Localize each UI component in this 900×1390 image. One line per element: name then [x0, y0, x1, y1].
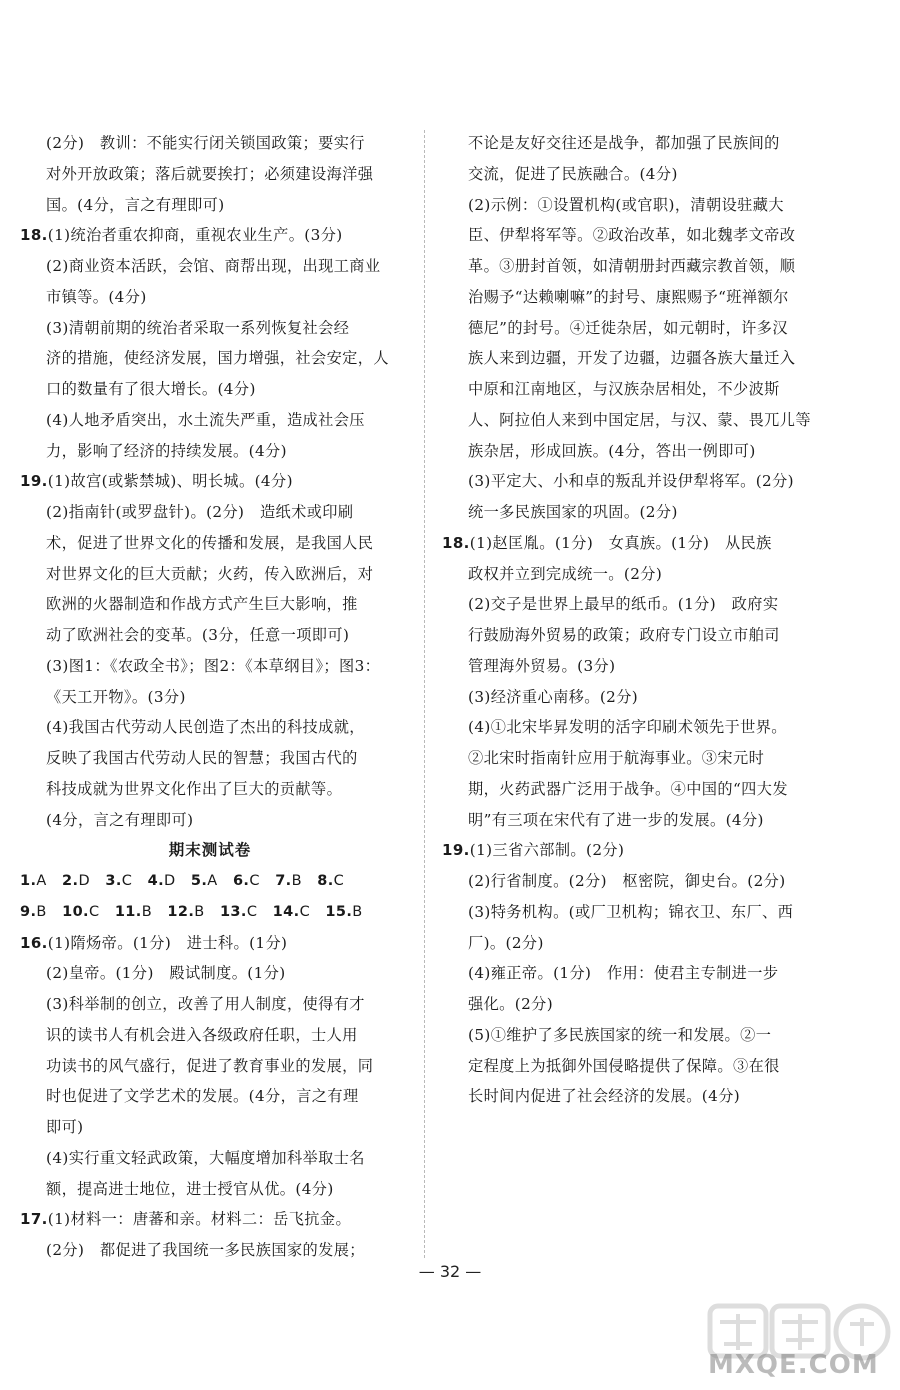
answer-line: 反映了我国古代劳动人民的智慧；我国古代的: [46, 749, 358, 767]
answer-letter: C: [333, 873, 345, 889]
question-number: 11.: [114, 903, 142, 920]
question-number: 14.: [272, 903, 300, 920]
answer-line: 行鼓励海外贸易的政策；政府专门设立市舶司: [468, 626, 780, 644]
answer-letter: C: [88, 903, 100, 920]
question-number: 4.: [147, 873, 164, 889]
answer-line: 统一多民族国家的巩固。(2分): [468, 503, 678, 521]
answer-line: [20, 928, 400, 959]
answer-line: 定程度上为抵御外国侵略提供了保障。③在很: [468, 1056, 780, 1075]
question-number: 9.: [20, 903, 37, 920]
answer-line: (3)图1：《农政全书》；图2：《本草纲目》；图3：: [46, 656, 381, 675]
question-number: 15.: [325, 903, 353, 920]
answer-letter: A: [207, 873, 218, 889]
question-number: 3.: [105, 873, 122, 889]
answer-line: 口的数量有了很大增长。(4分): [46, 380, 256, 398]
answer-line: (2)皇帝。(1分) 殿试制度。(1分): [46, 964, 286, 983]
answer-line: (2分) 都促进了我国统一多民族国家的发展；: [46, 1241, 365, 1259]
answer-line: 厂)。(2分): [468, 933, 544, 952]
left-column: [20, 128, 400, 1266]
column-divider: [424, 130, 425, 1258]
question-number: 19.: [20, 472, 48, 491]
answer-line: (3)清朝前期的统治者采取一系列恢复社会经: [46, 318, 350, 337]
answer-line: [20, 220, 400, 251]
answer-line: (4)①北宋毕昇发明的活字印刷术领先于世界。: [468, 718, 787, 737]
answer-line: 《天工开物》。(3分): [46, 687, 186, 706]
question-number: 5.: [190, 873, 208, 889]
answer-line: (3)平定大、小和卓的叛乱并设伊犁将军。(2分): [468, 472, 795, 491]
question-number: 10.: [62, 903, 89, 920]
question-number: 18.: [442, 533, 470, 552]
question-number: 1.: [20, 873, 37, 889]
answer-line: 强化。(2分): [468, 995, 554, 1013]
question-number: 17.: [20, 1210, 48, 1229]
answer-line: 政权并立到完成统一。(2分): [468, 564, 663, 583]
answer-line: (2)商业资本活跃，会馆、商帮出现，出现工商业: [46, 257, 381, 275]
answer-line: (3)科举制的创立，改善了用人制度，使得有才: [46, 995, 365, 1013]
answer-line: 革。③册封首领，如清朝册封西藏宗教首领，顺: [468, 257, 796, 275]
answer-line: [442, 835, 822, 866]
question-number: 16.: [20, 933, 48, 952]
answer-line: 中原和江南地区，与汉族杂居相处，不少波斯: [468, 380, 780, 398]
section-title: 期末测试卷: [168, 841, 252, 860]
page-number: — 32 —: [418, 1262, 482, 1281]
answer-line: 族人来到边疆，开发了边疆，边疆各族大量迁入: [468, 349, 796, 368]
answer-letter: B: [194, 903, 205, 920]
answer-letter: B: [36, 903, 47, 920]
answer-text: (1)赵匡胤。(1分) 女真族。(1分) 从民族: [469, 533, 772, 552]
answer-letter: A: [36, 873, 47, 889]
answer-line: (2)示例：①设置机构(或官职)，清朝设驻藏大: [468, 195, 784, 214]
multiple-choice-answers: [20, 897, 400, 928]
answer-letter: B: [352, 903, 363, 920]
answer-letter: B: [141, 903, 153, 920]
question-number: 19.: [442, 841, 470, 860]
answer-letter: B: [291, 873, 302, 889]
answer-line: (3)特务机构。(或厂卫机构；锦衣卫、东厂、西: [468, 902, 794, 921]
answer-line: ②北宋时指南针应用于航海事业。③宋元时: [468, 749, 765, 767]
answer-line: 术，促进了世界文化的传播和发展，是我国人民: [46, 533, 374, 552]
answer-line: 即可): [46, 1118, 84, 1136]
question-number: 7.: [275, 873, 292, 889]
answer-line: (4分，言之有理即可): [46, 810, 194, 829]
question-number: 13.: [219, 903, 247, 920]
answer-text: (1)故宫(或紫禁城)、明长城。(4分): [47, 472, 293, 491]
question-number: 2.: [62, 873, 79, 889]
answer-line: 识的读书人有机会进入各级政府任职，士人用: [46, 1025, 358, 1044]
answer-line: (4)实行重文轻武政策，大幅度增加科举取士名: [46, 1148, 365, 1167]
answer-line: (2)指南针(或罗盘针)。(2分) 造纸术或印刷: [46, 503, 354, 521]
right-column: [442, 128, 822, 1112]
multiple-choice-answers: [20, 866, 400, 897]
watermark-site-text: MXQE.COM: [708, 1350, 879, 1380]
answer-line: 科技成就为世界文化作出了巨大的贡献等。: [46, 779, 343, 798]
answer-line: 动了欧洲社会的变革。(3分，任意一项即可): [46, 626, 350, 644]
answer-text: (1)材料一：唐蕃和亲。材料二：岳飞抗金。: [47, 1210, 352, 1229]
answer-letter: C: [246, 903, 258, 920]
answer-text: (1)隋炀帝。(1分) 进士科。(1分): [47, 933, 288, 952]
answer-line: 济的措施，使经济发展，国力增强，社会安定，人: [46, 349, 389, 368]
answer-line: [442, 528, 822, 559]
answer-line: (4)人地矛盾突出，水土流失严重，造成社会压: [46, 410, 365, 429]
question-number: 8.: [317, 873, 334, 889]
answer-line: [20, 466, 400, 497]
answer-letter: D: [78, 873, 91, 889]
answer-line: 欧洲的火器制造和作战方式产生巨大影响，推: [46, 595, 358, 614]
answer-line: (3)经济重心南移。(2分): [468, 687, 639, 706]
answer-line: (5)①维护了多民族国家的统一和发展。②一: [468, 1025, 772, 1044]
answer-letter: C: [121, 873, 133, 889]
answer-line: 治赐予“达赖喇嘛”的封号、康熙赐予“班禅额尔: [468, 287, 789, 306]
answer-line: 对世界文化的巨大贡献；火药，传入欧洲后，对: [46, 564, 374, 583]
question-number: 6.: [232, 873, 250, 889]
answer-text: (1)统治者重农抑商，重视农业生产。(3分): [47, 226, 343, 245]
answer-line: 不论是友好交往还是战争，都加强了民族间的: [468, 134, 780, 152]
answer-text: (1)三省六部制。(2分): [469, 841, 625, 860]
answer-line: 管理海外贸易。(3分): [468, 656, 616, 675]
answer-letter: C: [299, 903, 311, 920]
answer-line: (2)交子是世界上最早的纸币。(1分) 政府实: [468, 595, 779, 614]
answer-line: (2分) 教训：不能实行闭关锁国政策；要实行: [46, 134, 365, 152]
answer-line: 长时间内促进了社会经济的发展。(4分): [468, 1087, 741, 1106]
answer-line: 力，影响了经济的持续发展。(4分): [46, 441, 287, 460]
answer-line: 期，火药武器广泛用于战争。④中国的“四大发: [468, 779, 788, 798]
answer-line: 德尼”的封号。④迁徙杂居，如元朝时，许多汉: [468, 318, 788, 337]
answer-letter: D: [164, 873, 176, 889]
answer-line: (4)雍正帝。(1分) 作用：使君主专制进一步: [468, 964, 779, 983]
answer-line: 市镇等。(4分): [46, 287, 147, 306]
question-number: 18.: [20, 226, 48, 245]
answer-line: 时也促进了文学艺术的发展。(4分，言之有理: [46, 1087, 359, 1106]
answer-line: 族杂居，形成回族。(4分，答出一例即可): [468, 441, 756, 460]
answer-letter: C: [249, 873, 260, 889]
answer-line: 对外开放政策；落后就要挨打；必须建设海洋强: [46, 164, 374, 183]
answer-line: 功读书的风气盛行，促进了教育事业的发展，同: [46, 1056, 374, 1075]
answer-line: [20, 1204, 400, 1235]
answer-line: (4)我国古代劳动人民创造了杰出的科技成就，: [46, 718, 365, 737]
answer-line: 臣、伊犁将军等。②政治改革，如北魏孝文帝改: [468, 226, 796, 245]
answer-line: (2)行省制度。(2分) 枢密院，御史台。(2分): [468, 872, 786, 890]
answer-line: 明”有三项在宋代有了进一步的发展。(4分): [468, 810, 764, 829]
answer-line: 国。(4分，言之有理即可): [46, 195, 225, 214]
question-number: 12.: [167, 903, 195, 920]
answer-line: 人、阿拉伯人来到中国定居，与汉、蒙、畏兀儿等: [468, 410, 811, 429]
answer-line: 交流，促进了民族融合。(4分): [468, 164, 678, 183]
answer-line: 额，提高进士地位，进士授官从优。(4分): [46, 1179, 334, 1198]
